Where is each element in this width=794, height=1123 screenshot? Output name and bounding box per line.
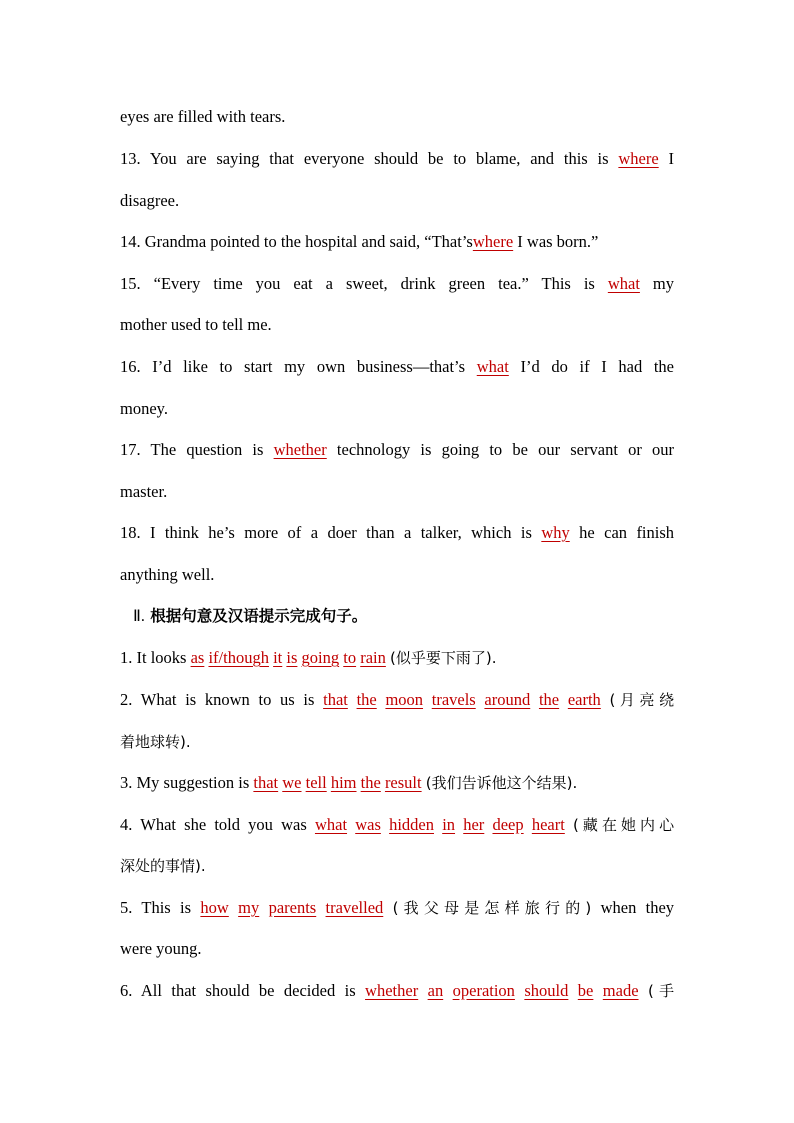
question-17 (120, 440, 674, 460)
line-text: eyes are filled with tears. (120, 107, 286, 126)
item-text: when they (600, 898, 675, 917)
answer-word: if/though (208, 648, 269, 667)
answer-word: we (282, 773, 302, 792)
question-text: 16. I’d like to start my own business—that’s (120, 357, 466, 376)
text-line (120, 856, 674, 876)
answer-word: as (190, 648, 205, 667)
question-text: technology is going to be our servant or our (336, 440, 674, 459)
answer-word: tell (305, 773, 327, 792)
answer-word: what (314, 815, 348, 834)
answer-word: travelled (325, 898, 384, 917)
answer-word: my (238, 898, 260, 917)
answer-word: around (484, 690, 531, 709)
answer-word: result (384, 773, 422, 792)
answer-word: him (330, 773, 357, 792)
question-text: master. (120, 482, 168, 501)
answer-word: going (301, 648, 340, 667)
answer-word: the (356, 690, 377, 709)
item-text: 3. My suggestion is (120, 773, 250, 792)
answer-word: earth (567, 690, 601, 709)
answer-word: moon (385, 690, 424, 709)
chinese-hint: (我父母是怎样旅行的) (392, 899, 592, 917)
question-18 (120, 523, 674, 543)
answer-word: heart (531, 815, 565, 834)
section-title: 根据句意及汉语提示完成句子。 (150, 607, 368, 625)
answer-word: what (607, 274, 640, 293)
text-line (120, 315, 674, 335)
answer-word: should (524, 981, 569, 1000)
question-text: my (652, 274, 674, 293)
text-line (120, 399, 674, 419)
answer-word: made (602, 981, 639, 1000)
item-4 (120, 815, 674, 835)
item-text: 2. What is known to us is (120, 690, 315, 709)
question-text: I was born.” (517, 232, 599, 251)
question-text: I (668, 149, 675, 168)
answer-word: rain (360, 648, 386, 667)
answer-word: that (323, 690, 348, 709)
answer-word: whether (273, 440, 327, 459)
question-text: money. (120, 399, 168, 418)
question-13 (120, 149, 674, 169)
item-text: 4. What she told you was (120, 815, 307, 834)
question-14 (120, 232, 674, 252)
answer-word: an (427, 981, 444, 1000)
item-5 (120, 898, 674, 918)
text-line (120, 939, 674, 959)
answer-word: in (442, 815, 456, 834)
answer-word: was (355, 815, 381, 834)
question-text: anything well. (120, 565, 215, 584)
answer-word: hidden (389, 815, 434, 834)
text-line (120, 732, 674, 752)
chinese-hint: 深处的事情). (120, 857, 206, 875)
answer-word: that (253, 773, 279, 792)
question-text: he can finish (579, 523, 675, 542)
chinese-hint: (藏在她内心 (573, 816, 675, 834)
item-3 (120, 773, 674, 793)
answer-word: how (200, 898, 229, 917)
answer-word: whether (365, 981, 419, 1000)
text-line (120, 107, 674, 127)
item-2 (120, 690, 674, 710)
answer-word: deep (492, 815, 524, 834)
question-15 (120, 274, 674, 294)
question-text: 15. “Every time you eat a sweet, drink green tea.” This is (120, 274, 595, 293)
answer-word: why (541, 523, 570, 542)
question-text: 14. Grandma pointed to the hospital and said, “That’s (120, 232, 473, 251)
item-1 (120, 648, 674, 668)
answer-word: be (577, 981, 594, 1000)
answer-word: where (618, 149, 659, 168)
chinese-hint: (手 (647, 982, 675, 1000)
answer-word: her (463, 815, 485, 834)
item-text: 5. This is (120, 898, 192, 917)
chinese-hint: 着地球转). (120, 733, 191, 751)
item-6 (120, 981, 674, 1001)
answer-word: operation (452, 981, 515, 1000)
item-text: 1. It looks (120, 648, 187, 667)
question-text: disagree. (120, 191, 180, 210)
question-text: 17. The question is (120, 440, 264, 459)
item-text: 6. All that should be decided is (120, 981, 356, 1000)
answer-word: it (273, 648, 283, 667)
answer-word: the (538, 690, 560, 709)
text-line (120, 482, 674, 502)
answer-word: is (286, 648, 298, 667)
question-text: mother used to tell me. (120, 315, 272, 334)
text-line (120, 565, 674, 585)
question-text: I’d do if I had the (520, 357, 675, 376)
chinese-hint: (月亮绕 (609, 691, 675, 709)
answer-word: the (360, 773, 381, 792)
item-text: were young. (120, 939, 202, 958)
text-line (120, 191, 674, 211)
section-numeral: Ⅱ. (133, 608, 145, 625)
answer-word: to (343, 648, 357, 667)
answer-word: where (472, 232, 514, 251)
chinese-hint: (我们告诉他这个结果). (425, 774, 578, 792)
question-text: 18. I think he’s more of a doer than a talker, which is (120, 523, 532, 542)
answer-word: parents (268, 898, 317, 917)
answer-word: travels (431, 690, 476, 709)
question-text: 13. You are saying that everyone should be to blame, and this is (120, 149, 609, 168)
chinese-hint: (似乎要下雨了). (390, 649, 497, 667)
section-heading (133, 606, 687, 627)
answer-word: what (476, 357, 509, 376)
question-16 (120, 357, 674, 377)
